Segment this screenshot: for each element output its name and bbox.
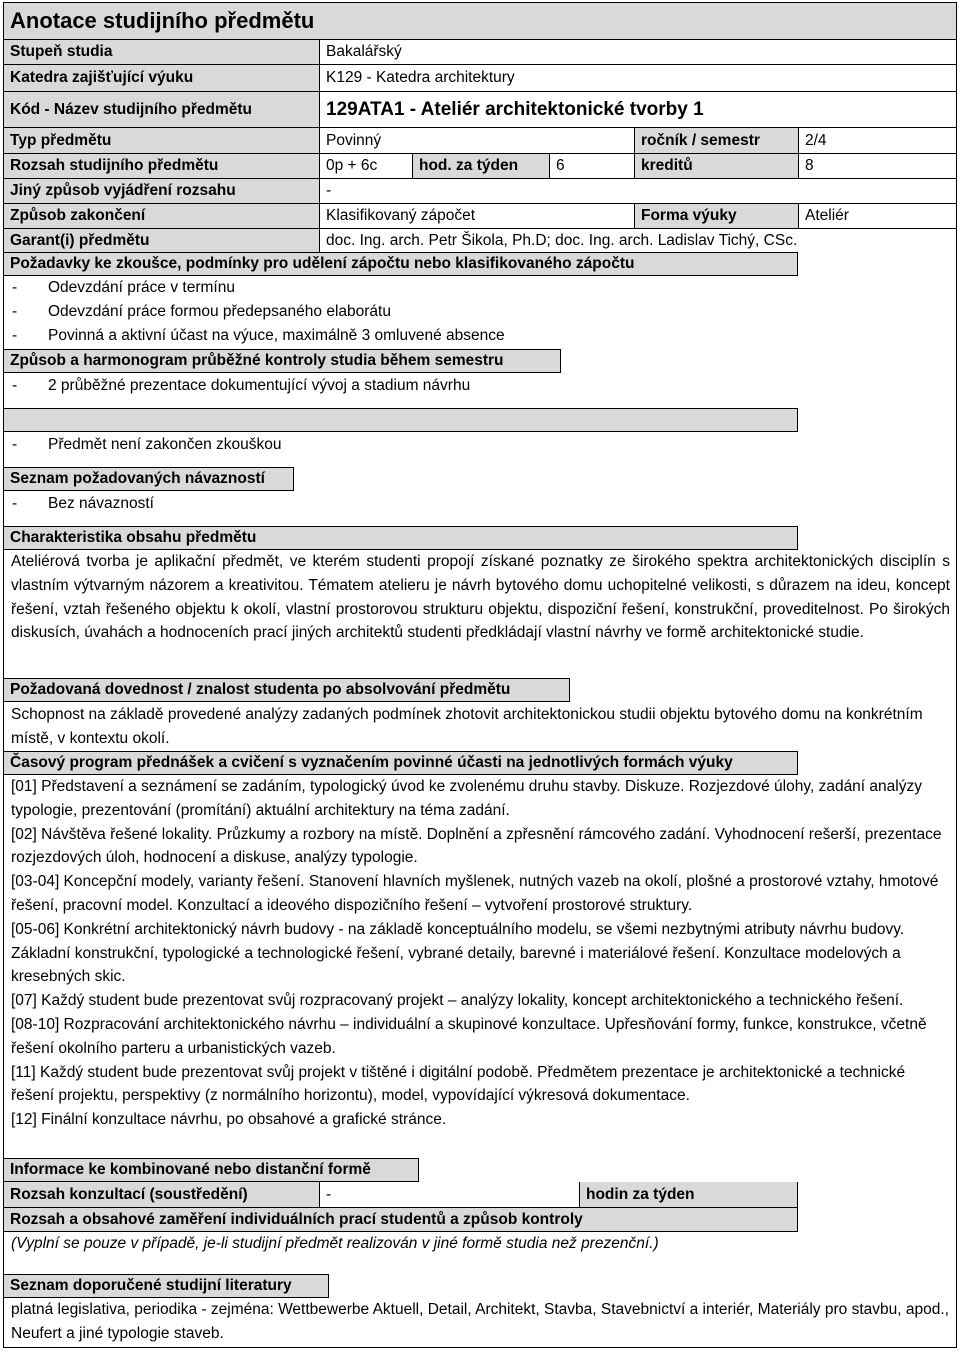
rozsah-value: 0p + 6c bbox=[319, 154, 412, 178]
konzultace-value: - bbox=[319, 1182, 579, 1207]
dovednost-text: Schopnost na základě provedené analýzy zadaných podmínek zhotovit architektonickou studii objektu bytového domu na konkrétním místě, v kontextu okolí. bbox=[11, 706, 923, 747]
zkouska-heading bbox=[4, 408, 798, 432]
program-list bbox=[11, 775, 950, 1132]
zakonceni-value: Klasifikovaný zápočet bbox=[319, 204, 634, 228]
typ-value: Povinný bbox=[319, 128, 634, 153]
row-typ bbox=[4, 127, 956, 153]
program-item: [02] Návštěva řešené lokality. Průzkumy a rozbory na místě. Doplnění a zpřesnění rámcového zadání. Vyhodnocení rešerší, prezentace rozjezdových úloh, hodnocení a diskuse, analýzy typologie. bbox=[11, 825, 942, 867]
kod-value: 129ATA1 - Ateliér architektonické tvorby 1 bbox=[319, 92, 956, 127]
program-item: [03-04] Koncepční modely, varianty řešení. Stanovení hlavních myšlenek, nutných vazeb na okolí, plošné a prostorové vztahy, hmotové řešení, pracovní model. Konzultací a ideového dispozičního řešení – vytvoření prostorové struktury. bbox=[11, 873, 939, 914]
rocnik-value: 2/4 bbox=[798, 128, 956, 153]
kombinovane-heading: Informace ke kombinované nebo distanční formě bbox=[4, 1158, 419, 1182]
pozadavky-heading: Požadavky ke zkoušce, podmínky pro udělení zápočtu nebo klasifikovaného zápočtu bbox=[4, 252, 798, 276]
forma-value: Ateliér bbox=[798, 204, 956, 228]
garant-label: Garant(i) předmětu bbox=[4, 229, 319, 252]
kontrola-item: - 2 průběžné prezentace dokumentující vývoj a stadium návrhu bbox=[12, 377, 471, 394]
program-item: [08-10] Rozpracování architektonického návrhu – individuální a skupinové konzultace. Upřesňování formy, funkce, konstrukce, včetně řešení okolního parteru a urbanistických vazeb. bbox=[11, 1015, 927, 1057]
charakteristika-text: Ateliérová tvorba je aplikační předmět, ve kterém studenti propojí získané poznatky ze širokého spektra architektonických disciplín s vlastním výtvarným názorem a kreativitou. Tématem atelieru je návrh bytového domu uchopitelné velikosti, s důrazem na ideu, koncept řešení, vztah řešeného objektu k okolí, vlastní prostorovou strukturu objektu, dispoziční řešení, konstrukční, proveditelnost. Po širokých diskusích, úvahách a hodnoceních prací jiných architektů studenti předkládají vlastní návrhy ve formě architektonické studie. bbox=[11, 553, 950, 642]
zakonceni-label: Způsob zakončení bbox=[4, 204, 319, 228]
konzultace-unit: hodin za týden bbox=[579, 1182, 798, 1207]
hod-value: 6 bbox=[549, 154, 634, 178]
row-rozsah bbox=[4, 153, 956, 178]
program-heading: Časový program přednášek a cvičení s vyznačením povinné účasti na jednotlivých formách výuky bbox=[4, 751, 798, 775]
individualni-heading: Rozsah a obsahové zaměření individuálních prací studentů a způsob kontroly bbox=[4, 1207, 798, 1232]
document-title: Anotace studijního předmětu bbox=[4, 3, 956, 39]
program-item: [07] Každý student bude prezentovat svůj rozpracovaný projekt – analýzy lokality, koncept architektonického a technického řešení. bbox=[11, 992, 904, 1010]
katedra-label: Katedra zajišťující výuku bbox=[4, 65, 319, 91]
program-item: [12] Finální konzultace návrhu, po obsahové a grafické stránce. bbox=[11, 1111, 447, 1129]
individualni-text: (Vyplní se pouze v případě, je-li studijní předmět realizován v jiné formě studia než prezenční.) bbox=[11, 1235, 659, 1252]
katedra-value: K129 - Katedra architektury bbox=[319, 65, 956, 91]
row-konzultace bbox=[4, 1182, 956, 1207]
row-stupen bbox=[4, 39, 956, 64]
literatura-text: platná legislativa, periodika - zejména: Wettbewerbe Aktuell, Detail, Architekt, Stavba, Stavebnictví a interiér, Materiály pro stavbu, apod., Neufert a jiné typologie staveb. bbox=[11, 1301, 949, 1342]
dovednost-heading: Požadovaná dovednost / znalost studenta po absolvování předmětu bbox=[4, 678, 570, 702]
pozadavky-item: - Odevzdání práce formou předepsaného elaborátu bbox=[12, 303, 391, 320]
hod-label: hod. za týden bbox=[412, 154, 549, 178]
navaznosti-item: - Bez návazností bbox=[12, 495, 154, 512]
charakteristika-heading: Charakteristika obsahu předmětu bbox=[4, 526, 798, 550]
stupen-label: Stupeň studia bbox=[4, 40, 319, 64]
rozsah-label: Rozsah studijního předmětu bbox=[4, 154, 319, 178]
row-zakonceni bbox=[4, 203, 956, 228]
rocnik-label: ročník / semestr bbox=[634, 128, 798, 153]
zkouska-item: - Předmět není zakončen zkouškou bbox=[12, 436, 282, 453]
konzultace-label: Rozsah konzultací (soustředění) bbox=[4, 1182, 319, 1207]
kredity-label: kreditů bbox=[634, 154, 798, 178]
garant-value: doc. Ing. arch. Petr Šikola, Ph.D; doc. Ing. arch. Ladislav Tichý, CSc. bbox=[319, 229, 956, 252]
typ-label: Typ předmětu bbox=[4, 128, 319, 153]
forma-label: Forma výuky bbox=[634, 204, 798, 228]
kontrola-heading: Způsob a harmonogram průběžné kontroly studia během semestru bbox=[4, 349, 561, 373]
kod-label: Kód - Název studijního předmětu bbox=[4, 92, 319, 127]
pozadavky-item: - Povinná a aktivní účast na výuce, maximálně 3 omluvené absence bbox=[12, 327, 505, 344]
stupen-value: Bakalářský bbox=[319, 40, 956, 64]
program-item: [01] Představení a seznámení se zadáním, typologický úvod ke zvolenému druhu stavby. Diskuze. Rozjezdové úlohy, zadání analýzy typologie, prezentování (promítání) aktuální architektury na téma zadání. bbox=[11, 778, 922, 819]
jiny-value: - bbox=[319, 179, 956, 203]
row-garant bbox=[4, 228, 956, 252]
program-item: [05-06] Konkrétní architektonický návrh budovy - na základě konceptuálního modelu, se všemi nezbytnými atributy návrhu budovy. Základní konstrukční, typologické a technologické řešení, vybrané detaily, barevné i materiálové řešení. Konzultace modelových a kresebných skic. bbox=[11, 920, 905, 986]
program-item: [11] Každý student bude prezentovat svůj projekt v tištěné i digitální podobě. Předmětem prezentace je architektonické a technické řešení projektu, perspektivy (z normálního horizontu), model, vypovídající výkresová dokumentace. bbox=[11, 1063, 906, 1105]
jiny-label: Jiný způsob vyjádření rozsahu bbox=[4, 179, 319, 203]
pozadavky-item: - Odevzdání práce v termínu bbox=[12, 279, 235, 296]
row-katedra bbox=[4, 64, 956, 91]
literatura-heading: Seznam doporučené studijní literatury bbox=[4, 1274, 329, 1298]
kredity-value: 8 bbox=[798, 154, 956, 178]
navaznosti-heading: Seznam požadovaných návazností bbox=[4, 467, 294, 491]
annotation-sheet bbox=[3, 2, 957, 1348]
row-kod bbox=[4, 91, 956, 127]
row-jiny bbox=[4, 178, 956, 203]
